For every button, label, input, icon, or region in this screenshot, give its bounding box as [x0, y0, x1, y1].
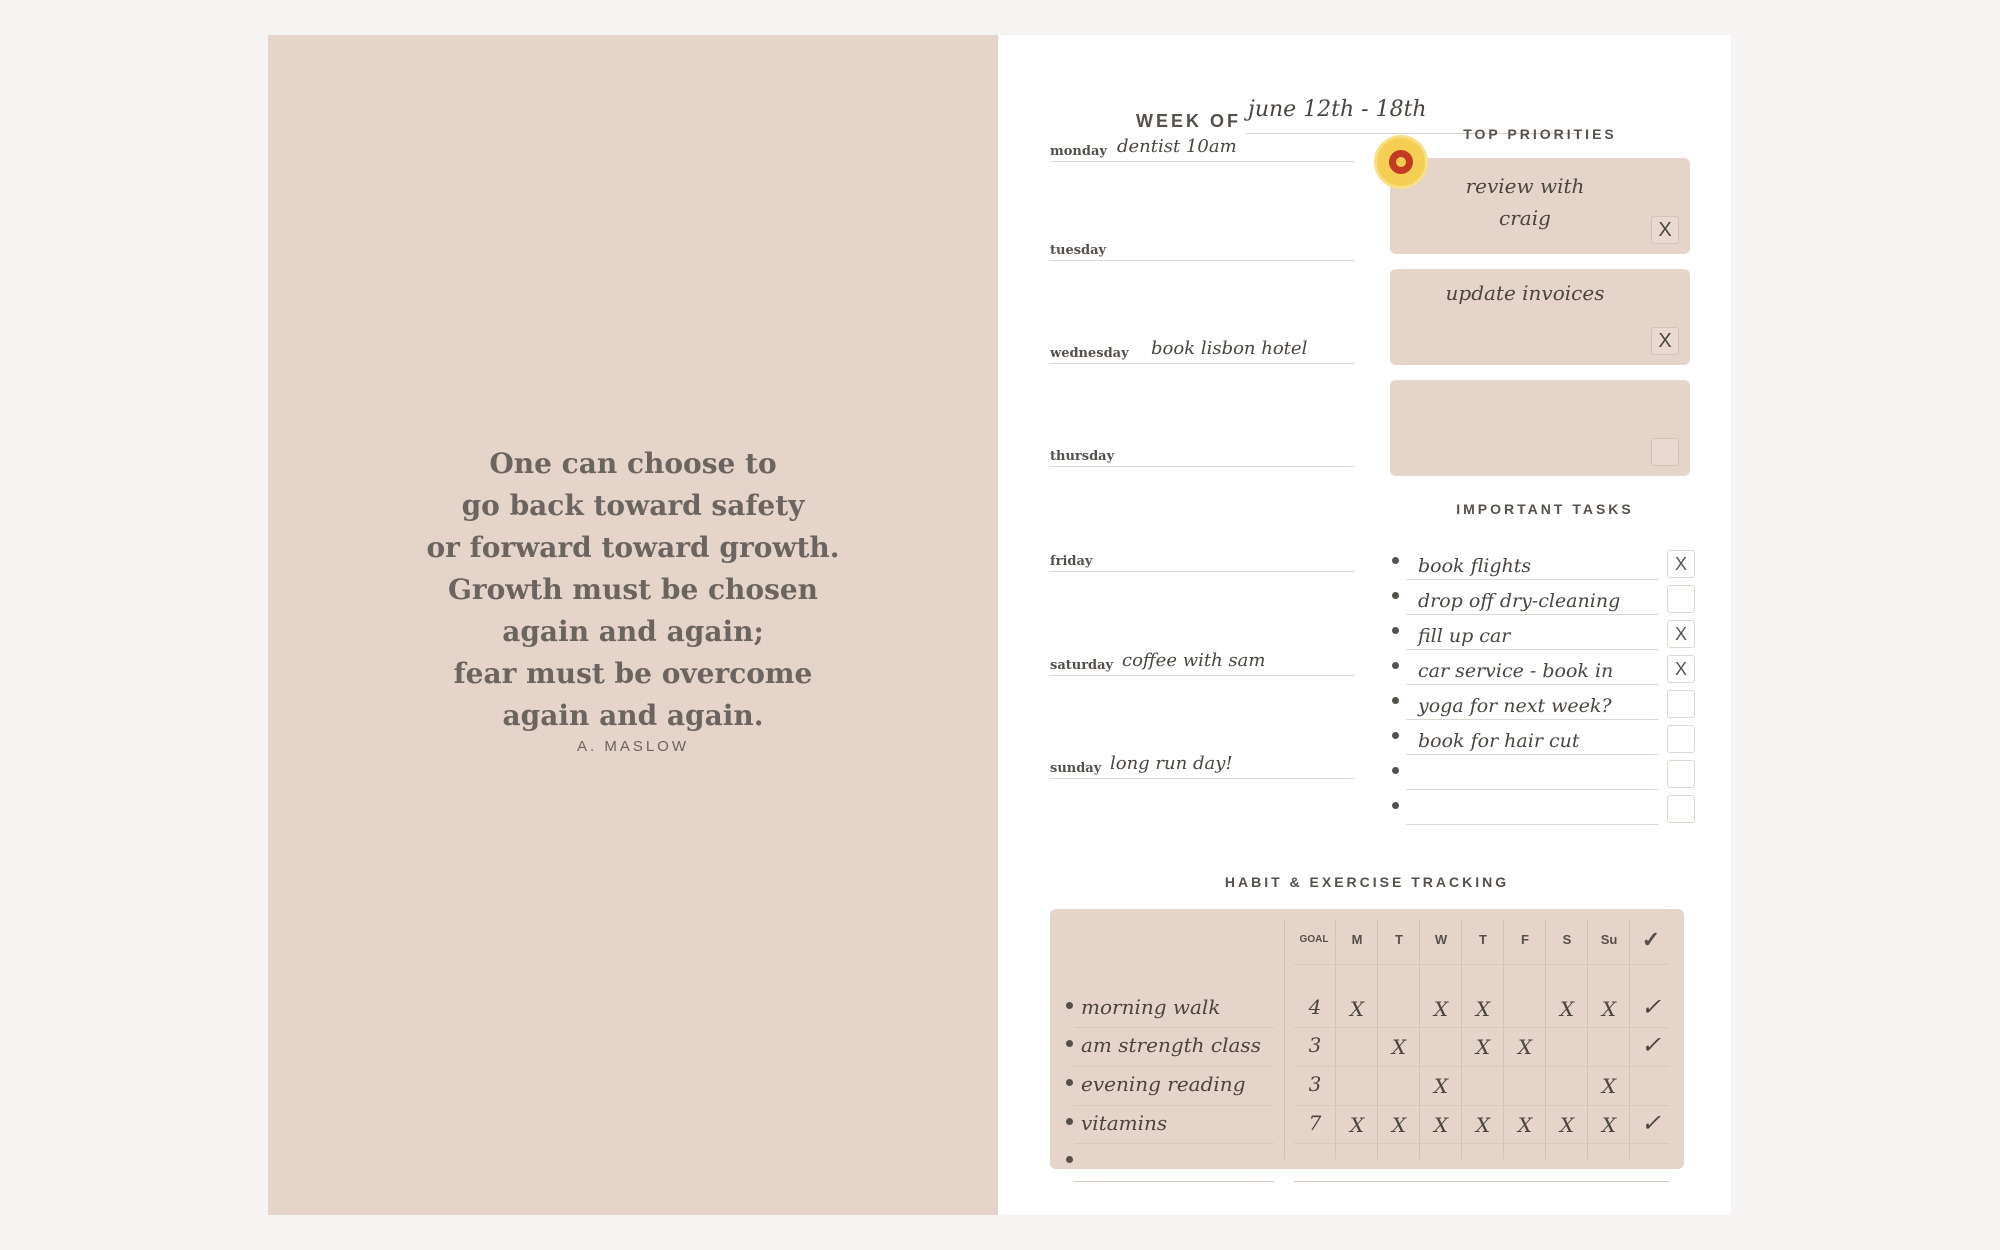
quote-author: A. MASLOW	[576, 738, 689, 755]
important-tasks-title: IMPORTANT TASKS	[1456, 501, 1634, 517]
habit-goal[interactable]: 4	[1308, 995, 1322, 1019]
habit-header-saturday: S	[1562, 932, 1572, 947]
task-checkbox[interactable]	[1667, 585, 1695, 613]
habit-name[interactable]: evening reading	[1081, 1072, 1246, 1096]
quote-line: again and again;	[502, 615, 764, 648]
task-checkbox[interactable]	[1667, 795, 1695, 823]
quote-line: Growth must be chosen	[447, 573, 819, 606]
priority-line: craig	[1499, 206, 1551, 230]
day-entry[interactable]: book lisbon hotel	[1151, 338, 1308, 359]
day-entry[interactable]: dentist 10am	[1117, 136, 1237, 157]
day-label: tuesday	[1050, 243, 1107, 258]
day-label: wednesday	[1050, 346, 1129, 361]
day-sunday[interactable]	[1050, 734, 1355, 779]
habit-tracker	[1050, 909, 1684, 1169]
habit-goal[interactable]: 7	[1308, 1111, 1322, 1135]
priority-text[interactable]	[1420, 170, 1630, 234]
day-tuesday[interactable]	[1050, 216, 1355, 261]
habit-header-wednesday: W	[1434, 932, 1448, 947]
habit-goal[interactable]: 3	[1308, 1033, 1322, 1057]
task-item[interactable]	[1390, 719, 1695, 755]
bullet-icon	[1392, 767, 1399, 774]
priority-card[interactable]	[1390, 158, 1690, 254]
task-text[interactable]: fill up car	[1418, 625, 1511, 647]
habit-cell[interactable]: X	[1391, 1035, 1407, 1059]
day-friday[interactable]	[1050, 527, 1355, 572]
habit-header-done-icon: ✓	[1641, 927, 1661, 952]
habit-done-check[interactable]: ✓	[1640, 993, 1662, 1021]
priority-checkbox[interactable]	[1651, 438, 1679, 466]
day-monday[interactable]	[1050, 117, 1355, 162]
week-label: WEEK OF	[1136, 111, 1241, 131]
habit-cell[interactable]: X	[1475, 1113, 1491, 1137]
bullet-icon	[1066, 1118, 1073, 1125]
quote-line: One can choose to	[489, 447, 777, 480]
habit-header-friday: F	[1521, 932, 1529, 947]
task-text[interactable]: yoga for next week?	[1418, 695, 1612, 717]
habit-cell[interactable]: X	[1559, 997, 1575, 1021]
habit-name[interactable]: am strength class	[1081, 1033, 1261, 1057]
task-checkbox[interactable]	[1667, 760, 1695, 788]
habit-cell[interactable]: X	[1601, 997, 1617, 1021]
quote-line: go back toward safety	[461, 489, 805, 522]
day-wednesday[interactable]	[1050, 319, 1355, 364]
task-checkbox[interactable]	[1667, 725, 1695, 753]
day-label: saturday	[1050, 658, 1114, 673]
day-thursday[interactable]	[1050, 422, 1355, 467]
bullet-icon	[1066, 1156, 1073, 1163]
quote-text	[268, 443, 998, 737]
habit-cell[interactable]: X	[1433, 1113, 1449, 1137]
bullet-icon	[1392, 697, 1399, 704]
habit-cell[interactable]: X	[1601, 1113, 1617, 1137]
task-item[interactable]	[1390, 579, 1695, 615]
task-checkbox[interactable]: X	[1667, 550, 1695, 578]
task-checkbox[interactable]: X	[1667, 655, 1695, 683]
quote-line: again and again.	[502, 699, 764, 732]
habit-cell[interactable]: X	[1601, 1074, 1617, 1098]
day-label: sunday	[1050, 761, 1102, 776]
habit-header-tuesday: T	[1395, 932, 1403, 947]
task-text[interactable]: car service - book in	[1418, 660, 1614, 682]
bullet-icon	[1392, 732, 1399, 739]
bullet-icon	[1392, 627, 1399, 634]
task-item[interactable]	[1390, 754, 1695, 790]
day-saturday[interactable]	[1050, 631, 1355, 676]
habit-header-monday: M	[1351, 932, 1363, 947]
sticker-seal	[1374, 135, 1428, 189]
day-label: friday	[1050, 554, 1093, 569]
day-entry[interactable]: coffee with sam	[1122, 650, 1266, 671]
habit-cell[interactable]: X	[1559, 1113, 1575, 1137]
bullet-icon	[1066, 1002, 1073, 1009]
task-text[interactable]: book for hair cut	[1418, 730, 1580, 752]
habit-name[interactable]: morning walk	[1081, 995, 1221, 1019]
habit-cell[interactable]: X	[1475, 1035, 1491, 1059]
habit-cell[interactable]: X	[1433, 1074, 1449, 1098]
week-value[interactable]: june 12th - 18th	[1248, 97, 1427, 122]
habit-goal[interactable]: 3	[1308, 1072, 1322, 1096]
habit-header-goal: GOAL	[1299, 934, 1329, 945]
bullet-icon	[1392, 557, 1399, 564]
habit-header-sunday: Su	[1600, 932, 1618, 947]
task-text[interactable]: book flights	[1418, 555, 1532, 577]
task-item[interactable]	[1390, 544, 1695, 580]
task-item[interactable]	[1390, 649, 1695, 685]
quote-page	[268, 35, 998, 1215]
task-text[interactable]: drop off dry-cleaning	[1418, 590, 1621, 612]
priority-checkbox[interactable]: X	[1651, 327, 1679, 355]
task-item[interactable]	[1390, 614, 1695, 650]
bullet-icon	[1066, 1040, 1073, 1047]
habit-cell[interactable]: X	[1475, 997, 1491, 1021]
quote-line: or forward toward growth.	[426, 531, 840, 564]
task-checkbox[interactable]: X	[1667, 620, 1695, 648]
task-checkbox[interactable]	[1667, 690, 1695, 718]
day-label: thursday	[1050, 449, 1115, 464]
habit-cell[interactable]: X	[1433, 997, 1449, 1021]
sticker-flower-icon	[1389, 150, 1413, 174]
priority-checkbox[interactable]: X	[1651, 216, 1679, 244]
priority-card[interactable]	[1390, 269, 1690, 365]
habit-cell[interactable]: X	[1517, 1035, 1533, 1059]
task-item[interactable]	[1390, 684, 1695, 720]
priority-line: update invoices	[1445, 281, 1605, 305]
bullet-icon	[1066, 1079, 1073, 1086]
planner-page	[998, 35, 1731, 1215]
habit-done-check[interactable]: ✓	[1640, 1109, 1662, 1137]
priority-text[interactable]	[1420, 277, 1630, 309]
task-item[interactable]	[1390, 789, 1695, 825]
habit-name[interactable]: vitamins	[1081, 1111, 1168, 1135]
priority-card[interactable]	[1390, 380, 1690, 476]
bullet-icon	[1392, 662, 1399, 669]
habit-tracking-title: HABIT & EXERCISE TRACKING	[1224, 874, 1510, 890]
habit-cell[interactable]: X	[1517, 1113, 1533, 1137]
habit-done-check[interactable]: ✓	[1640, 1031, 1662, 1059]
habit-cell[interactable]: X	[1391, 1113, 1407, 1137]
bullet-icon	[1392, 592, 1399, 599]
day-label: monday	[1050, 144, 1107, 159]
habit-cell[interactable]: X	[1349, 997, 1365, 1021]
bullet-icon	[1392, 802, 1399, 809]
quote-line: fear must be overcome	[453, 657, 813, 690]
habit-cell[interactable]: X	[1349, 1113, 1365, 1137]
top-priorities-title: TOP PRIORITIES	[1463, 126, 1617, 142]
day-entry[interactable]: long run day!	[1110, 753, 1233, 774]
habit-header-thursday: T	[1479, 932, 1487, 947]
priority-line: review with	[1465, 174, 1585, 198]
